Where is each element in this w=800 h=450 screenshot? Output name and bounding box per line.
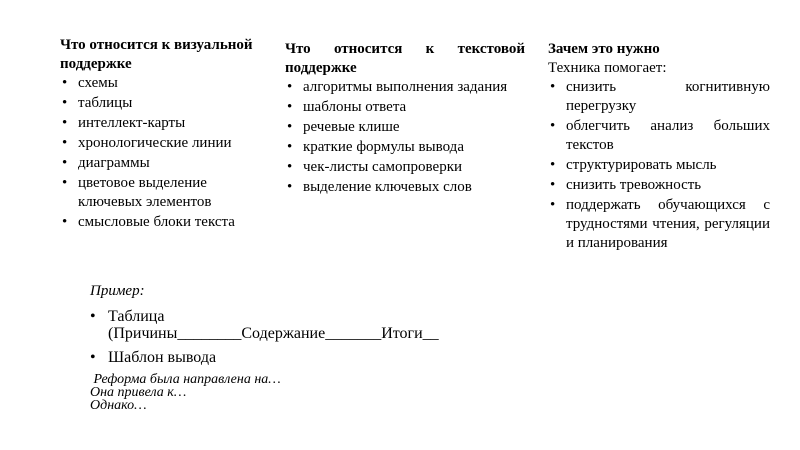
list-item: • Таблица (Причины________Содержание_______Итоги__: [90, 308, 490, 342]
list-item: • смысловые блоки текста: [60, 213, 260, 232]
why-column: [548, 40, 770, 254]
visual-support-heading: Что относится к визуальной поддержке: [60, 37, 253, 72]
list-item: • структурировать мысль: [548, 156, 770, 175]
list-item: • диаграммы: [60, 154, 260, 173]
template-line: Однако…: [90, 398, 147, 413]
template-line: Реформа была направлена на…: [90, 372, 281, 387]
list-item: • шаблоны ответа: [285, 98, 525, 117]
list-item: • снизить когнитивную перегрузку: [548, 78, 770, 116]
why-subtitle: Техника помогает:: [548, 60, 667, 76]
list-item: • схемы: [60, 74, 260, 93]
list-item: • поддержать обучающихся с трудностями чтения, регуляции и планирования: [548, 196, 770, 253]
list-item: • интеллект-карты: [60, 114, 260, 133]
list-item: • таблицы: [60, 94, 260, 113]
list-item: • цветовое выделение ключевых элементов: [60, 174, 260, 212]
visual-support-column: [60, 36, 260, 233]
template-line: Она привела к…: [90, 385, 187, 400]
list-item: • Шаблон вывода: [90, 349, 490, 366]
list-item: • выделение ключевых слов: [285, 178, 525, 197]
list-item: • облегчить анализ больших текстов: [548, 117, 770, 155]
list-item: • чек-листы самопроверки: [285, 158, 525, 177]
example-block: [90, 283, 490, 412]
list-item: • речевые клише: [285, 118, 525, 137]
why-heading: Зачем это нужно: [548, 41, 660, 57]
list-item: • снизить тревожность: [548, 176, 770, 195]
list-item: • хронологические линии: [60, 134, 260, 153]
textual-support-heading: Что относится к текстовой поддержке: [285, 41, 525, 76]
list-item: • алгоритмы выполнения задания: [285, 78, 525, 97]
example-title: Пример:: [90, 283, 145, 299]
textual-support-column: [285, 40, 525, 198]
list-item: • краткие формулы вывода: [285, 138, 525, 157]
